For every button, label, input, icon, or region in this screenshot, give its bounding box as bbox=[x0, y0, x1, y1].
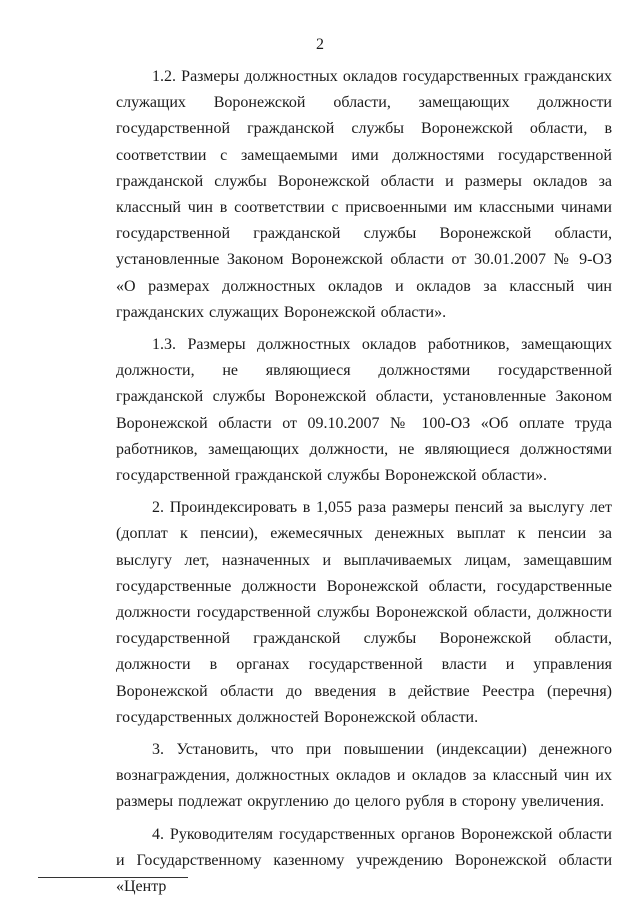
footer-rule bbox=[38, 877, 188, 878]
paragraph-4: 4. Руководителям государственных органов Воронежской области и Государственному казенному учреждению Воронежской области «Центр bbox=[116, 825, 612, 896]
paragraph-3: 3. Установить, что при повышении (индексации) денежного вознаграждения, должностных окладов и окладов за классный чин их размеры подлежат округлению до целого рубля в сторону увеличения. bbox=[116, 741, 612, 811]
paragraph-1-2: 1.2. Размеры должностных окладов государственных гражданских служащих Воронежской области, замещающих должности государственной гражданской службы Воронежской области, в соответствии с замещаемыми ими должностями государственной гражданской службы Воронежской области и размеры окладов за классный чин в соответствии с присвоенными им классными чинами государственной гражданской службы Воронежской области, установленные Законом Воронежской области от 30.01.2007 № 9-ОЗ «О размерах должностных окладов и окладов за классный чин гражданских служащих Воронежской области». bbox=[116, 68, 612, 321]
paragraph-1-3: 1.3. Размеры должностных окладов работников, замещающих должности, не являющиеся должностями государственной гражданской службы Воронежской области, установленные Законом Воронежской области от 09.10.2007 № 100-ОЗ «Об оплате труда работников, замещающих должности, не являющиеся должностями государственной гражданской службы Воронежской области». bbox=[116, 336, 612, 485]
document-body bbox=[116, 64, 612, 906]
page-number: 2 bbox=[316, 36, 324, 53]
paragraph-2: 2. Проиндексировать в 1,055 раза размеры пенсий за выслугу лет (доплат к пенсии), ежемесячных денежных выплат к пенсии за выслугу лет, назначенных и выплачиваемых лицам, замещавшим государственные должности Воронежской области, государственные должности государственной службы Воронежской области, должности государственной гражданской службы Воронежской области, должности в органах государственной власти и управления Воронежской области до введения в действие Реестра (перечня) государственных должностей Воронежской области. bbox=[116, 499, 612, 726]
